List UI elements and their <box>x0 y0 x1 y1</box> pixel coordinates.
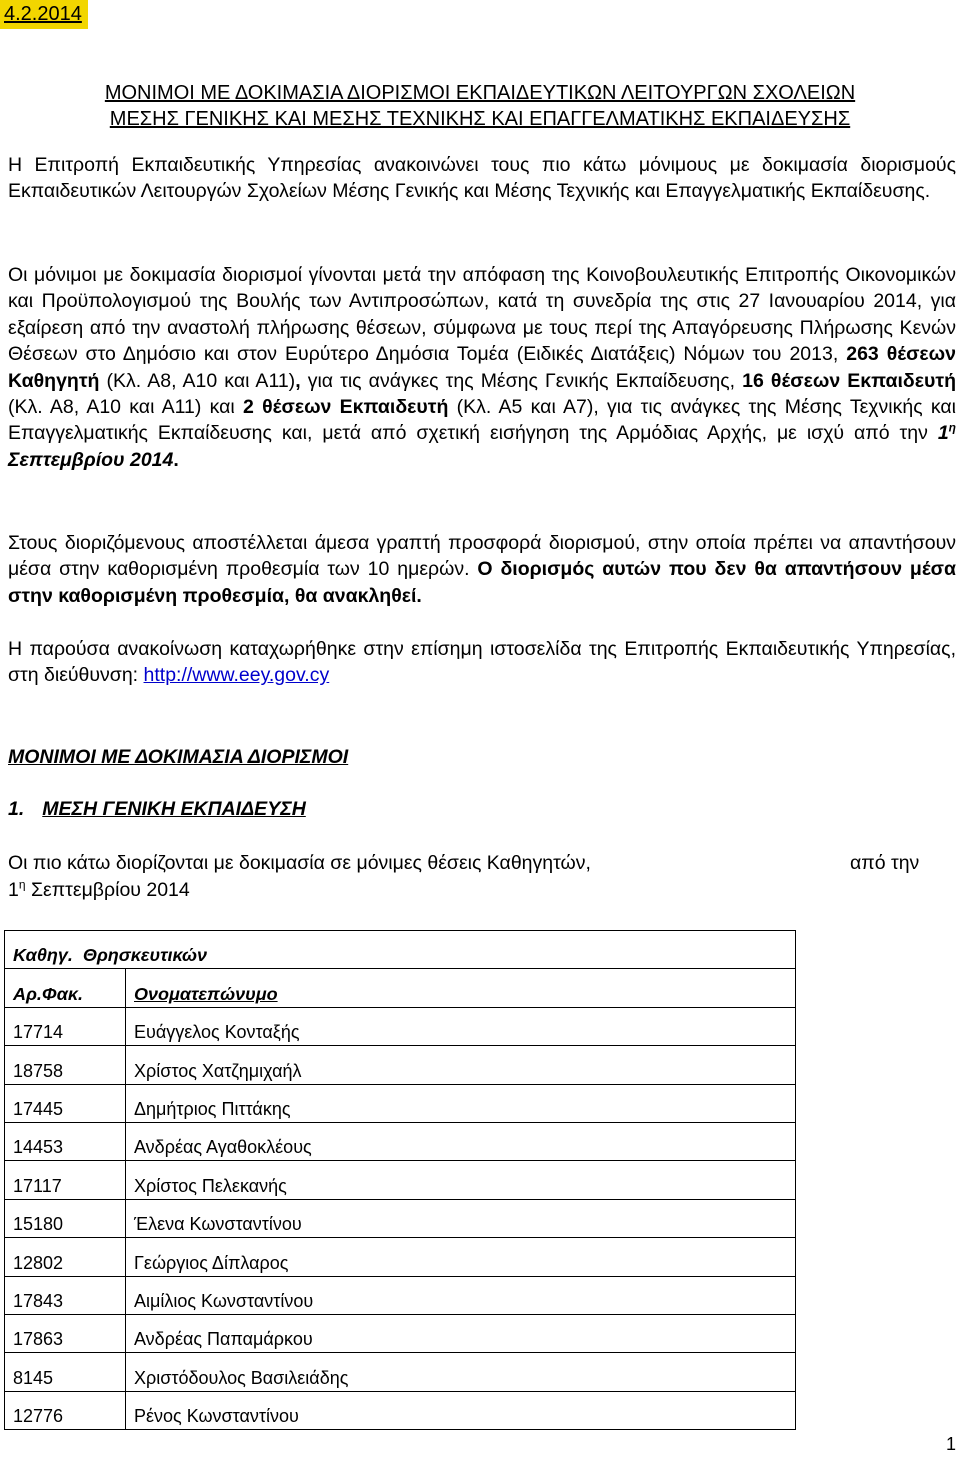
appointment-text: Οι πιο κάτω διορίζονται με δοκιμασία σε μόνιμες θέσεις Καθηγητών, <box>8 852 591 874</box>
decision-comma: , <box>295 369 301 392</box>
positions-instructor-general: 16 θέσεων Εκπαιδευτή <box>742 369 956 392</box>
intro-paragraph: Η Επιτροπή Εκπαιδευτικής Υπηρεσίας ανακοινώνει τους πιο κάτω μόνιμους με δοκιμασία διορισμούς Εκπαιδευτικών Λειτουργών Σχολείων Μέσης Γενικής και Μέσης Τεχνικής και Επαγγελματικής Εκπαίδευσης. <box>8 154 956 203</box>
offer-paragraph <box>8 530 956 609</box>
table-row <box>5 1122 796 1160</box>
revocation-warning: Ο διορισμός αυτών που δεν θα απαντήσουν μέσα στην καθορισμένη προθεσμία, θα ανακληθεί. <box>8 558 956 607</box>
effective-month: Σεπτεμβρίου 2014 <box>8 448 174 471</box>
decision-text-2: (Κλ. Α8, Α10 και Α11) <box>106 369 296 392</box>
table-row <box>5 1276 796 1314</box>
table-row <box>5 1161 796 1199</box>
file-number-cell: 8145 <box>5 1353 126 1391</box>
full-name-cell: Χρίστος Χατζημιχαήλ <box>126 1046 796 1084</box>
table-row <box>5 1046 796 1084</box>
table-row <box>5 1084 796 1122</box>
category-prefix: Καθηγ. <box>13 945 73 966</box>
full-name-cell: Ρένος Κωνσταντίνου <box>126 1391 796 1429</box>
table-header-row <box>5 969 796 1007</box>
table-row <box>5 1391 796 1429</box>
file-number-cell: 17117 <box>5 1161 126 1199</box>
full-name-cell: Αιμίλιος Κωνσταντίνου <box>126 1276 796 1314</box>
appointees-table <box>4 930 796 1430</box>
decision-paragraph <box>8 262 956 473</box>
full-name-cell: Ευάγγελος Κονταξής <box>126 1007 796 1045</box>
document-date: 4.2.2014 <box>0 0 88 29</box>
file-number-cell: 12802 <box>5 1238 126 1276</box>
table-row <box>5 1353 796 1391</box>
table-row <box>5 1199 796 1237</box>
category-name: Θρησκευτικών <box>82 945 208 966</box>
website-text: Η παρούσα ανακοίνωση καταχωρήθηκε στην επίσημη ιστοσελίδα της Επιτροπής Εκπαιδευτικής Υπηρεσίας, στη διεύθυνση: <box>8 638 956 687</box>
full-name-cell: Χριστόδουλος Βασιλειάδης <box>126 1353 796 1391</box>
file-number-cell: 14453 <box>5 1122 126 1160</box>
decision-text-1: Οι μόνιμοι με δοκιμασία διορισμοί γίνονται μετά την απόφαση της Κοινοβουλευτικής Επιτροπής Οικονομικών και Προϋπολογισμού της Βουλής των Αντιπροσώπων, κατά τη συνεδρία της στις 27 Ιανουαρίου 2014, για εξαίρεση από την αναστολή πλήρωσης θέσεων, σύμφωνα με τους περί της Απαγόρευσης Πλήρωσης Κενών Θέσεων στο Δημόσιο και στον Ευρύτερο Δημόσια Τομέα (Ειδικές Διατάξεις) Νόμων του 2013, <box>8 264 956 366</box>
main-title-line-2: ΜΕΣΗΣ ΓΕΝΙΚΗΣ ΚΑΙ ΜΕΣΗΣ ΤΕΧΝΙΚΗΣ ΚΑΙ ΕΠΑΓΓΕΛΜΑΤΙΚΗΣ ΕΚΠΑΙΔΕΥΣΗΣ <box>109 108 851 130</box>
effective-day-suffix: η <box>948 420 957 435</box>
positions-teacher: 263 θέσεων Καθηγητή <box>8 343 956 392</box>
full-name-cell: Γεώργιος Δίπλαρος <box>126 1238 796 1276</box>
header-full-name: Ονοματεπώνυμο <box>126 969 796 1007</box>
page-number: 1 <box>945 1434 956 1454</box>
table-category-cell <box>5 931 796 969</box>
decision-text-4: (Κλ. Α8, Α10 και Α11) και <box>8 396 235 419</box>
full-name-cell: Χρίστος Πελεκανής <box>126 1161 796 1199</box>
file-number-cell: 12776 <box>5 1391 126 1429</box>
appointment-month: Σεπτεμβρίου 2014 <box>30 879 190 901</box>
appointment-from: από την <box>850 852 920 874</box>
table-row <box>5 1238 796 1276</box>
full-name-cell: Έλενα Κωνσταντίνου <box>126 1199 796 1237</box>
effective-day: 1 <box>937 422 949 445</box>
website-link[interactable]: http://www.eey.gov.cy <box>143 664 330 687</box>
decision-text-3: για τις ανάγκες της Μέσης Γενικής Εκπαίδευσης, <box>307 369 736 392</box>
file-number-cell: 17445 <box>5 1084 126 1122</box>
main-title-line-1: ΜΟΝΙΜΟΙ ΜΕ ΔΟΚΙΜΑΣΙΑ ΔΙΟΡΙΣΜΟΙ ΕΚΠΑΙΔΕΥΤΙΚΩΝ ΛΕΙΤΟΥΡΓΩΝ ΣΧΟΛΕΙΩΝ <box>104 82 856 104</box>
file-number-cell: 17714 <box>5 1007 126 1045</box>
offer-text: Στους διοριζόμενους αποστέλλεται άμεσα γραπτή προσφορά διορισμού, στην οποία πρέπει να απαντήσουν μέσα στην καθορισμένη προθεσμία των 10 ημερών. <box>8 532 956 581</box>
file-number-cell: 17843 <box>5 1276 126 1314</box>
full-name-cell: Δημήτριος Πιττάκης <box>126 1084 796 1122</box>
full-name-cell: Ανδρέας Αγαθοκλέους <box>126 1122 796 1160</box>
main-title <box>4 80 956 132</box>
full-name-cell: Ανδρέας Παπαμάρκου <box>126 1314 796 1352</box>
table-row <box>5 1314 796 1352</box>
table-row <box>5 1007 796 1045</box>
appointment-day-suffix: η <box>18 877 26 892</box>
table-category-row <box>5 931 796 969</box>
positions-instructor-technical: 2 θέσεων Εκπαιδευτή <box>243 396 449 419</box>
file-number-cell: 18758 <box>5 1046 126 1084</box>
section-title: ΜΟΝΙΜΟΙ ΜΕ ΔΟΚΙΜΑΣΙΑ ΔΙΟΡΙΣΜΟΙ <box>8 746 349 768</box>
subsection-title <box>8 796 306 822</box>
decision-text-5: (Κλ. Α5 και Α7), για τις ανάγκες της Μέσης Τεχνικής και Επαγγελματικής Εκπαίδευσης και, μετά από σχετική εισήγηση της Αρμόδιας Αρχής, με ισχύ από την <box>8 396 956 445</box>
appointment-statement <box>8 850 956 904</box>
file-number-cell: 15180 <box>5 1199 126 1237</box>
appointment-day: 1 <box>8 879 19 901</box>
decision-end: . <box>173 448 179 471</box>
subsection-label: ΜΕΣΗ ΓΕΝΙΚΗ ΕΚΠΑΙΔΕΥΣΗ <box>42 798 306 820</box>
subsection-number: 1. <box>8 798 25 820</box>
website-paragraph <box>8 636 956 689</box>
file-number-cell: 17863 <box>5 1314 126 1352</box>
header-file-number: Αρ.Φακ. <box>5 969 126 1007</box>
